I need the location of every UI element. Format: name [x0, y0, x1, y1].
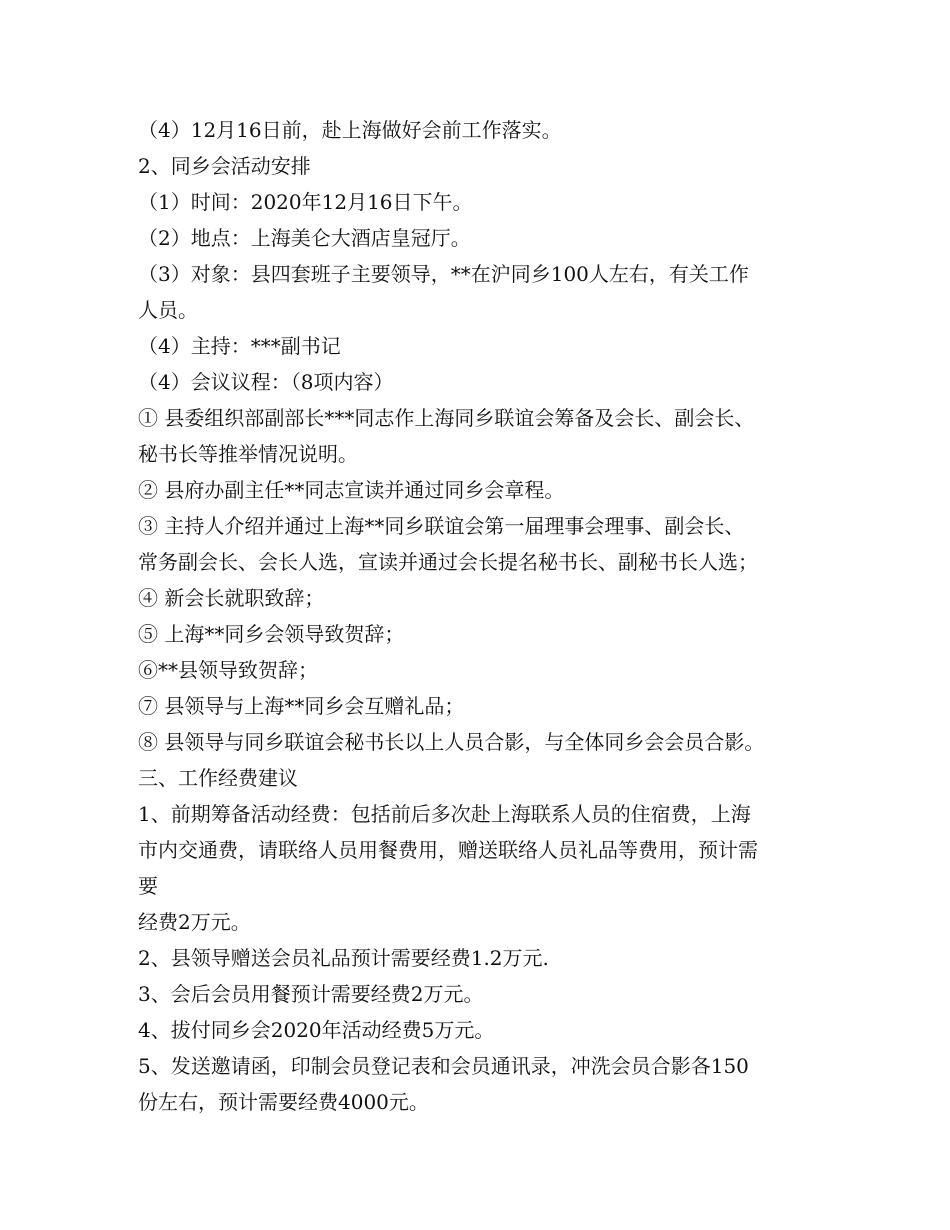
agenda-item: ⑤ 上海**同乡会领导致贺辞；: [138, 622, 405, 646]
agenda-item: 秘书长等推举情况说明。: [138, 442, 358, 466]
agenda-item: ⑥**县领导致贺辞；: [138, 658, 318, 682]
section-heading: 2、同乡会活动安排: [138, 154, 311, 178]
document-body: [138, 112, 818, 1120]
text-line: 份左右，预计需要经费4000元。: [138, 1090, 429, 1114]
agenda-item: ⑧ 县领导与同乡联谊会秘书长以上人员合影，与全体同乡会会员合影。: [138, 730, 765, 754]
section-heading: 三、工作经费建议: [138, 766, 298, 790]
text-line: （3）对象：县四套班子主要领导，**在沪同乡100人左右，有关工作: [138, 262, 749, 286]
text-line: （4）会议议程：（8项内容）: [138, 370, 394, 394]
text-line: 经费2万元。: [138, 910, 251, 934]
agenda-item: ⑦ 县领导与上海**同乡会互赠礼品；: [138, 694, 465, 718]
text-line: 市内交通费，请联络人员用餐费用，赠送联络人员礼品等费用，预计需: [138, 838, 758, 862]
text-line: （4）主持：***副书记: [138, 334, 341, 358]
agenda-item: 常务副会长、会长人选，宣读并通过会长提名秘书长、副秘书长人选；: [138, 550, 758, 574]
text-line: 1、前期筹备活动经费：包括前后多次赴上海联系人员的住宿费，上海: [138, 802, 751, 826]
text-line: 要: [138, 874, 158, 898]
agenda-item: ① 县委组织部副部长***同志作上海同乡联谊会筹备及会长、副会长、: [138, 406, 755, 430]
text-line: （1）时间：2020年12月16日下午。: [138, 190, 473, 214]
text-line: 人员。: [138, 298, 198, 322]
agenda-item: ③ 主持人介绍并通过上海**同乡联谊会第一届理事会理事、副会长、: [138, 514, 745, 538]
agenda-item: ② 县府办副主任**同志宣读并通过同乡会章程。: [138, 478, 565, 502]
text-line: （2）地点：上海美仑大酒店皇冠厅。: [138, 226, 471, 250]
text-line: 5、发送邀请函，印制会员登记表和会员通讯录，冲洗会员合影各150: [138, 1054, 749, 1078]
agenda-item: ④ 新会长就职致辞；: [138, 586, 325, 610]
text-line: 4、拔付同乡会2020年活动经费5万元。: [138, 1018, 495, 1042]
text-line: （4）12月16日前，赴上海做好会前工作落实。: [138, 118, 562, 142]
text-line: 2、县领导赠送会员礼品预计需要经费1.2万元.: [138, 946, 549, 970]
text-line: 3、会后会员用餐预计需要经费2万元。: [138, 982, 484, 1006]
